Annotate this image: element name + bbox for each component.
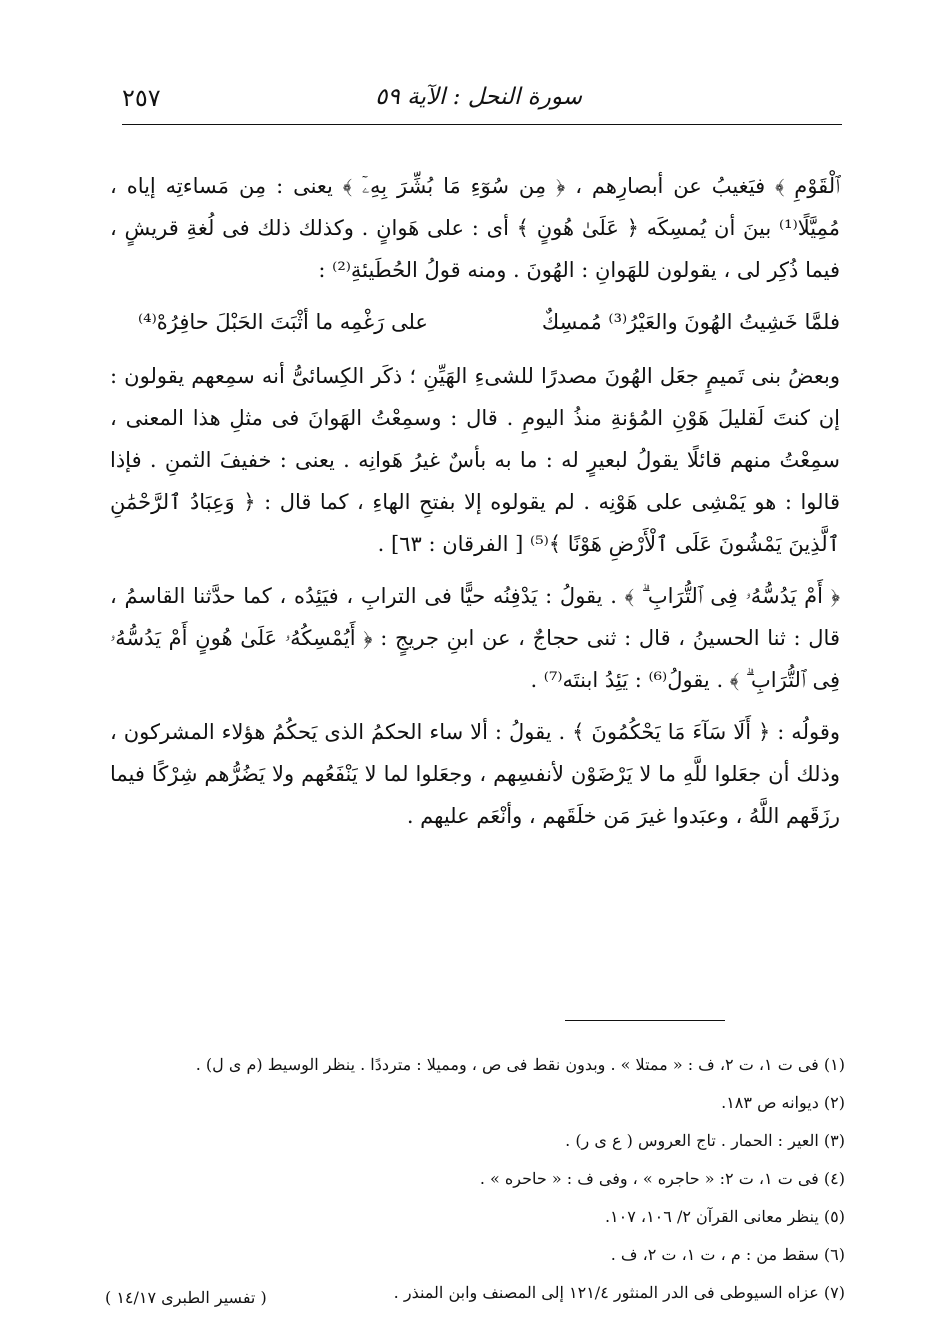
footnote-separator [565, 1020, 725, 1021]
verse-first-hemistich: فلمَّا خَشِيتُ الهُونَ والعَيْرُ⁽³⁾ مُمسِكٌ [541, 310, 840, 334]
footnote-7: (٧) عزاه السيوطى فى الدر المنثور ١٢١/٤ إلى المصنف وابن المنذر . [393, 1283, 845, 1302]
page-header [122, 80, 842, 116]
poetry-verse [110, 301, 840, 347]
header-rule [122, 124, 842, 125]
footnote-2: (٢) ديوانه ص ١٨٣. [721, 1093, 845, 1112]
page-number: ٢٥٧ [122, 84, 161, 112]
footnote-3: (٣) العير : الحمار . تاج العروس ( ع ى ر) . [565, 1131, 845, 1150]
footnotes [110, 1046, 845, 1312]
paragraph-4: وقولُه : ﴿ أَلَا سَآءَ مَا يَحْكُمُونَ ﴾ . يقولُ : ألا ساء الحكمُ الذى يَحكُمُ هؤلاء المشركون ، وذلك أن جعَلوا للَّهِ ما لا يَرْضَوْن لأنفسِهم ، وجعَلوا لما لا يَنْفَعُهم ولا يَضُرُّهم شِرْكًا فيما رزَقَهم اللَّهُ ، وعبَدوا غيرَ مَن خلَقَهم ، وأنْعَم عليهم . [110, 720, 840, 828]
main-text [110, 165, 840, 837]
footnote-1: (١) فى ت ١، ت ٢، ف : « ممتلا » . وبدون نقط فى ص ، ومميلا : مترددًا . ينظر الوسيط (م ى ل) . [195, 1055, 845, 1074]
verse-second-hemistich: على رَغْمِه ما أثْبَتَ الحَبْلَ حافِرُهْ⁽⁴⁾ [138, 310, 428, 334]
paragraph-3: ﴿ أَمْ يَدُسُّهُۥ فِى ٱلتُّرَابِ ۗ ﴾ . يقولُ : يَدْفِنُه حيًّا فى الترابِ ، فيَئِدُه ، كما حدَّثنا القاسمُ ، قال : ثنا الحسينُ ، قال : ثنى حجاجٌ ، عن ابنِ جريجٍ : ﴿ أَيُمْسِكُهُۥ عَلَىٰ هُونٍ أَمْ يَدُسُّهُۥ فِى ٱلتُّرَابِ ۗ ﴾ . يقولُ⁽⁶⁾ : يَئِدُ ابنتَه⁽⁷⁾ . [110, 584, 840, 692]
footnote-5: (٥) ينظر معانى القرآن ٢/ ١٠٦، ١٠٧. [604, 1207, 845, 1226]
footnote-6: (٦) سقط من : م ، ت ١، ت ٢، ف . [610, 1245, 845, 1264]
volume-reference: ( تفسير الطبرى ١٤/١٧ ) [105, 1288, 267, 1307]
paragraph-2: وبعضُ بنى تَميمٍ جعَل الهُونَ مصدرًا للشىءِ الهَيِّنِ ؛ ذكَر الكِسائىُّ أنه سمِعهم يقولون : إن كنتَ لَقليلَ هَوْنِ المُؤنةِ منذُ اليومِ . قال : وسمِعْتُ الهَوانَ فى مثلِ هذا المعنى ، سمِعْتُ منهم قائلًا يقولُ لبعيرٍ له : ما به بأسٌ غيرُ هَوانِه . يعنى : خفيفَ الثمنِ . فإذا قالوا : هو يَمْشِى على هَوْنِه . لم يقولوه إلا بفتحِ الهاءِ ، كما قال : ﴿ وَعِبَادُ ٱلرَّحْمَٰنِ ٱلَّذِينَ يَمْشُونَ عَلَى ٱلْأَرْضِ هَوْنًا ﴾⁽⁵⁾ [ الفرقان : ٦٣] . [110, 364, 840, 556]
footnote-4: (٤) فى ت ١، ت ٢: « حاجره » ، وفى ف : « حاحره » . [479, 1169, 845, 1188]
running-title: سورة النحل : الآية ٥٩ [375, 84, 582, 110]
paragraph-1: ٱلْقَوْمِ ﴾ فيَغيبُ عن أبصارِهم ، ﴿ مِن سُوٓءِ مَا بُشِّرَ بِهِۦٓ ﴾ يعنى : مِن مَساءتِه إياه ، مُمِيَّلًا⁽¹⁾ بينَ أن يُمسِكَه ﴿ عَلَىٰ هُونٍ ﴾ أى : على هَوانٍ . وكذلك ذلك فى لُغةِ قريشٍ ، فيما ذُكِر لى ، يقولون للهَوانِ : الهُونَ . ومنه قولُ الحُطَيئةِ⁽²⁾ : [110, 174, 840, 282]
